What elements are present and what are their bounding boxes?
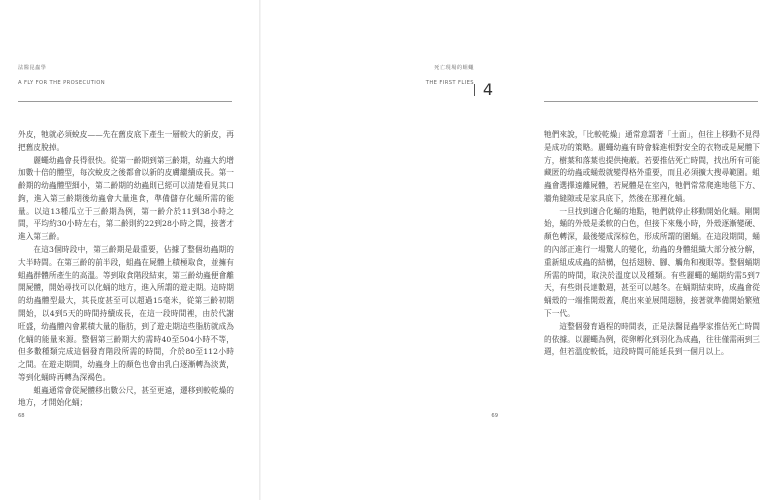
running-head-title-en: A FLY FOR THE PROSECUTION [18, 80, 105, 87]
running-head-right [426, 66, 474, 86]
left-page [0, 0, 260, 500]
running-head-chapter-en: THE FIRST FLIES [425, 80, 474, 87]
right-page [260, 0, 760, 500]
page-number: 69 [491, 413, 498, 419]
chapter-number: 4 [482, 80, 493, 99]
header-rule [544, 101, 758, 102]
paragraph: 麗蠅幼蟲會長得很快。從第一齡期到第三齡期，幼蟲大約增加數十倍的體型，每次蛻皮之後都會以新的皮膚繼續成長。第一齡期的幼蟲體型細小，第二齡期的幼蟲則已經可以清楚看見其口鉤，進入第三齡期後幼蟲會大量進食，準備儲存化蛹所需的能量。以這13種瓜立于三齡期為例，第一齡介於11到38小時之間，平均約30小時左右，第二齡則約22到28小時之間，接著才進入第三齡。 [18, 155, 234, 242]
page-number: 68 [18, 413, 25, 419]
body-text [544, 129, 760, 359]
paragraph: 外皮，牠就必須蛻皮——先在舊皮底下產生一層較大的新皮，再把舊皮脫掉。 [18, 130, 234, 152]
header-rule [18, 101, 232, 102]
paragraph: 牠們來說，「比較乾燥」通常意謂著「土面」，但往上移動不見得是成功的策略。麗蠅幼蟲有時會躲進相對安全的衣物或是屍體下方，樹葉和落葉也提供掩蔽。若要推估死亡時間，找出所有可能藏匿的幼蟲或蛹殼就變得格外重要，而且必須擴大搜尋範圍。蛆蟲會選擇遠離屍體，若屍體是在室內，牠們常常爬進地毯下方、牆角縫隙或是家具底下，然後在那裡化蛹。 [544, 130, 760, 203]
paragraph: 蛆蟲通常會從屍體移出數公尺，甚至更遠，遷移到較乾燥的地方，才開始化蛹； [18, 385, 234, 408]
paragraph: 這整個發育過程的時間表，正是法醫昆蟲學家推估死亡時間的依據。以麗蠅為例，從卵孵化到羽化為成蟲，往往僅需兩到三週，但若溫度較低，這段時間可能延長到一個月以上。 [544, 321, 760, 357]
running-head-chapter-zh: 死亡現場的蛆蠅 [434, 65, 474, 71]
body-text [18, 129, 234, 410]
paragraph: 在這3個時段中，第三齡期是最重要，佔據了整個幼蟲期的大半時間。在第三齡的前半段，蛆蟲在屍體上積極取食，並擁有蛆蟲群體所產生的高溫。等到取食階段結束，第三齡幼蟲便會離開屍體，開始尋找可以化蛹的地方，進入所謂的遊走期。這時期的幼蟲體型最大，其長度甚至可以超過15毫米，從第三齡初期開始，以4到5天的時間持續成長，在這一段時間裡，由於代謝旺盛，幼蟲體內會累積大量的脂肪，到了遊走期這些脂肪就成為化蛹的能量來源。整個第三齡期大約需時40至504小時不等，但多數種類完成這個發育階段所需的時間，介於80至112小時之間。在遊走期間，幼蟲身上的顏色也會由乳白逐漸轉為淡黃，等到化蛹時再轉為深褐色。 [18, 245, 234, 382]
paragraph: 一旦找到適合化蛹的地點，牠們就停止移動開始化蛹。剛開始，蛹的外殼是柔軟的白色，但接下來幾小時，外殼逐漸變硬、顏色轉深，最後變成深棕色，形成所謂的圍蛹。在這段期間，蛹的內部正進行一場驚人的變化，幼蟲的身體組織大部分被分解，重新組成成蟲的結構，包括翅膀、腳、觸角和複眼等。整個蛹期所需的時間，取決於溫度以及種類。有些麗蠅的蛹期約需5到7天，有些則長達數週，甚至可以越冬。在蛹期結束時，成蟲會從蛹殼的一端推開殼蓋，爬出來並展開翅膀，接著就準備開始繁殖下一代。 [544, 206, 760, 318]
chapter-divider [474, 84, 475, 96]
running-head-left [18, 66, 105, 86]
running-head-title-zh: 法醫昆蟲學 [18, 65, 47, 71]
